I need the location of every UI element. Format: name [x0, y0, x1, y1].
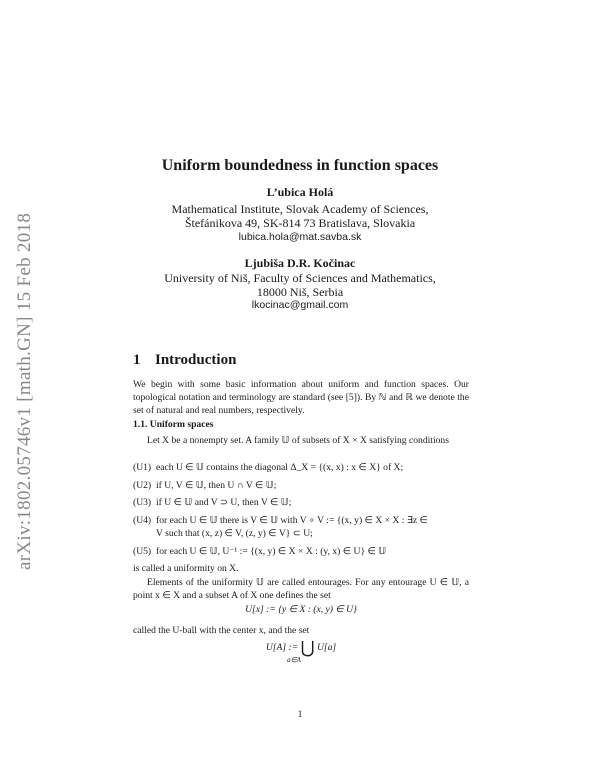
condition-text: each U ∈ 𝕌 contains the diagonal Δ_X = {(x, x) : x ∈ X} of X; [156, 462, 404, 473]
condition-label: (U2) [133, 480, 152, 491]
ball-caption: called the U-ball with the center x, and the set [133, 625, 310, 636]
section-heading [133, 352, 236, 369]
union-equation [133, 638, 469, 664]
big-union-symbol: ⋃ [300, 638, 315, 657]
subsection-heading: 1.1. Uniform spaces [133, 419, 214, 430]
condition-item [133, 545, 469, 558]
author-affiliation-line: University of Niš, Faculty of Sciences and Mathematics, [164, 271, 436, 285]
section-number: 1 [133, 352, 141, 368]
entourage-paragraph: Elements of the uniformity 𝕌 are called entourages. For any entourage U ∈ 𝕌, a point x ∈ X and a subset A of X one defines the set [133, 577, 469, 601]
union-lhs: U[A] := [265, 642, 299, 653]
condition-continuation: V such that (x, z) ∈ V, (z, y) ∈ V} ⊂ U; [156, 528, 313, 539]
condition-item [133, 496, 469, 509]
author-name: L’ubica Holá [266, 185, 334, 199]
author-affiliation-line: Štefánikova 49, SK-814 73 Bratislava, Slovakia [184, 216, 416, 230]
condition-item [133, 514, 469, 540]
condition-item [133, 461, 469, 474]
condition-label: (U1) [133, 462, 152, 473]
page-number: 1 [297, 709, 303, 720]
uniformity-definition-close: is called a uniformity on X. [133, 563, 239, 574]
condition-text: for each U ∈ 𝕌 there is V ∈ 𝕌 with V ∘ V := {(x, y) ∈ X × X : ∃z ∈ [156, 515, 428, 526]
author-affiliation-line: 18000 Niš, Serbia [256, 285, 344, 299]
condition-text: if U ∈ 𝕌 and V ⊃ U, then V ∈ 𝕌; [156, 497, 292, 508]
section-title: Introduction [155, 352, 237, 368]
union-subscript: a∈A [287, 656, 301, 664]
definition-intro: Let X be a nonempty set. A family 𝕌 of subsets of X × X satisfying conditions [147, 435, 449, 446]
condition-label: (U5) [133, 546, 152, 557]
author-email[interactable]: lkocinac@gmail.com [251, 299, 349, 311]
condition-label: (U3) [133, 497, 152, 508]
condition-label: (U4) [133, 515, 152, 526]
condition-text: if U, V ∈ 𝕌, then U ∩ V ∈ 𝕌; [156, 480, 277, 491]
author-email[interactable]: lubica.hola@mat.savba.sk [238, 231, 362, 243]
condition-text: for each U ∈ 𝕌, U⁻¹ := {(x, y) ∈ X × X : (y, x) ∈ U} ∈ 𝕌 [156, 546, 387, 557]
union-body: U[a] [316, 642, 337, 653]
intro-paragraph: We begin with some basic information about uniform and function spaces. Our topological notation and terminology are standard (see [5]). By ℕ and ℝ we denote the set of natural and real numbers, respectively. [133, 379, 469, 416]
arxiv-side-stamp: arXiv:1802.05746v1 [math.GN] 15 Feb 2018 [14, 212, 35, 570]
paper-title: Uniform boundedness in function spaces [161, 157, 439, 174]
ball-equation: U[x] := {y ∈ X : (x, y) ∈ U} [245, 604, 357, 615]
author-name: Ljubiša D.R. Kočinac [244, 256, 356, 270]
condition-item [133, 479, 469, 492]
author-affiliation-line: Mathematical Institute, Slovak Academy of Sciences, [171, 202, 429, 216]
